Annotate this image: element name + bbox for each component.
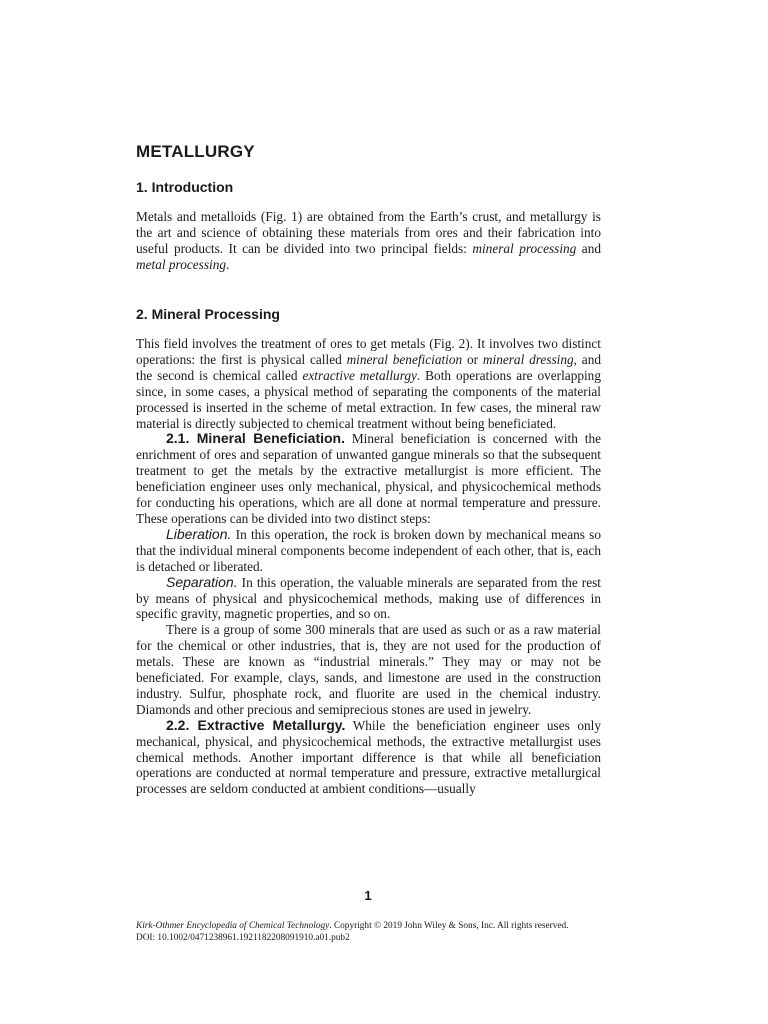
- text-run: While the beneficiation engineer uses only mechanical, physical, and physicochemical methods, the extractive metallurgist uses chemical methods. Another important difference is that while all beneficiation operations are conducted at normal temperature and pressure, extractive metallurgical processes are seldom conducted at ambient conditions—usually: [136, 717, 601, 797]
- text-run: Metals and metalloids (Fig.: [136, 209, 292, 224]
- subsection-mineral-beneficiation: [136, 431, 601, 526]
- text-run: .: [226, 256, 230, 272]
- text-run: or: [462, 351, 483, 367]
- figure-reference[interactable]: 1: [291, 209, 298, 224]
- term-metal-processing: metal processing: [136, 256, 226, 272]
- subsection-heading-2-1: 2.1. Mineral Beneficiation.: [166, 430, 345, 447]
- text-run: . Both operations are overlapping since, in some cases, a physical method of separating the components of the material processed is inserted in the scheme of metal extraction. In few cases, the mineral raw material is directly subjected to chemical treatment without being beneficiated.: [136, 367, 601, 431]
- footer-citation: [136, 921, 616, 944]
- copyright-notice: . Copyright © 2019 John Wiley & Sons, Inc. All rights reserved.: [329, 921, 569, 931]
- paragraph-separation: [136, 575, 601, 623]
- term-mineral-processing: mineral processing: [472, 240, 577, 256]
- paragraph-liberation: [136, 527, 601, 575]
- source-title: Kirk-Othmer Encyclopedia of Chemical Technology: [136, 921, 330, 931]
- article-title: METALLURGY: [136, 142, 255, 161]
- text-run: This field involves the treatment of ores to get metals (Fig. 2).: [136, 336, 474, 351]
- mineral-processing-intro-paragraph: [136, 336, 601, 431]
- introduction-paragraph: [136, 209, 601, 273]
- page-number: 1: [364, 888, 372, 903]
- text-run: It involves two distinct operations: the first is physical called: [136, 336, 601, 367]
- term-mineral-dressing: mineral dressing: [482, 351, 574, 367]
- section-heading-introduction: 1. Introduction: [136, 179, 234, 195]
- text-run: Mineral beneficiation is concerned with the enrichment of ores and separation of unwanted gangue minerals so that the subsequent treatment to get the metals by the extractive metallurgist is more efficient. The beneficiation engineer uses only mechanical, physical, and physicochemical methods for conducting his operations, which are all done at normal temperature and pressure. These operations can be divided into two distinct steps:: [136, 431, 602, 526]
- text-run: and: [576, 240, 601, 256]
- text-run: In this operation, the rock is broken down by mechanical means so that the individual mineral components become independent of each other, that is, each is detached or liberated.: [136, 526, 601, 574]
- text-run: ) are obtained from the Earth’s crust, and metallurgy is the art and science of obtaining these materials from ores and their fabrication into useful products. It can be divided into two principal fields:: [136, 209, 601, 256]
- section-heading-mineral-processing: 2. Mineral Processing: [136, 306, 280, 322]
- mineral-processing-body: [136, 336, 601, 797]
- subsection-extractive-metallurgy: [136, 718, 601, 798]
- text-run: , and the second is chemical called: [136, 351, 602, 383]
- run-in-heading-liberation: Liberation.: [166, 525, 232, 542]
- term-extractive-metallurgy: extractive metallurgy: [302, 367, 417, 383]
- subsection-heading-2-2: 2.2. Extractive Metallurgy.: [166, 716, 346, 733]
- run-in-heading-separation: Separation.: [166, 573, 238, 590]
- term-mineral-beneficiation: mineral beneficiation: [346, 351, 463, 367]
- paragraph-industrial-minerals: There is a group of some 300 minerals that are used as such or as a raw material for the chemical or other industries, that is, they are not used for the production of metals. These are known as “industrial minerals.” They may or may not be beneficiated. For example, clays, sands, and limestone are used in the construction industry. Sulfur, phosphate rock, and fluorite are used in the chemical industry. Diamonds and other precious and semiprecious stones are used in jewelry.: [136, 622, 601, 717]
- doi-line[interactable]: DOI: 10.1002/0471238961.1921182208091910.a01.pub2: [136, 932, 350, 943]
- text-run: In this operation, the valuable minerals are separated from the rest by means of physical and physicochemical methods, making use of differences in specific gravity, magnetic properties, and so on.: [136, 574, 601, 622]
